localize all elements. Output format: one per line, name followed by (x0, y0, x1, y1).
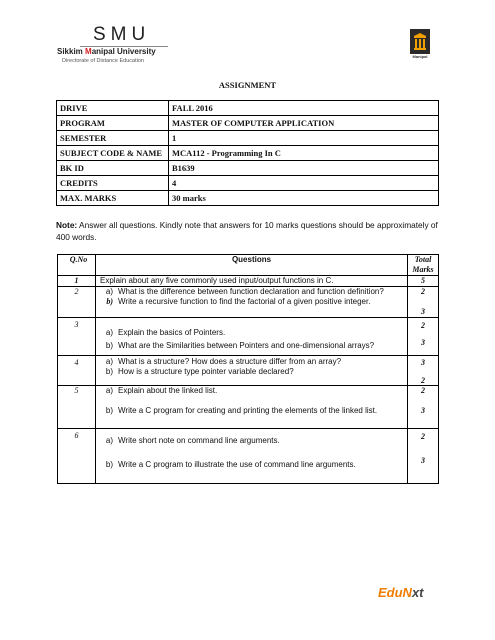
info-row (57, 176, 439, 191)
info-value: MASTER OF COMPUTER APPLICATION (169, 116, 439, 131)
header-marks: Total Marks (408, 255, 439, 276)
directorate-text: Directorate of Distance Education (62, 58, 144, 64)
question-row (58, 276, 439, 287)
info-row (57, 131, 439, 146)
info-label: SUBJECT CODE & NAME (57, 146, 169, 161)
info-label: PROGRAM (57, 116, 169, 131)
info-row (57, 161, 439, 176)
info-label: SEMESTER (57, 131, 169, 146)
header-questions: Questions (96, 255, 408, 276)
question-row (58, 429, 439, 484)
page-title: ASSIGNMENT (218, 80, 277, 90)
info-label: BK ID (57, 161, 169, 176)
question-marks: 2 3 (408, 287, 439, 318)
info-label: CREDITS (57, 176, 169, 191)
question-marks: 3 2 (408, 356, 439, 386)
question-number: 1 (58, 276, 96, 287)
edunext-logo: EduNxt (378, 585, 424, 600)
question-marks: 2 3 (408, 429, 439, 484)
info-value: FALL 2016 (169, 101, 439, 116)
question-text: a) What is the difference between function declaration and function definition? b) Write a recursive function to find the factorial of a given positive integer. (96, 287, 408, 318)
question-text: a) Explain the basics of Pointers. b) What are the Similarities between Pointers and one-dimensional arrays? (96, 318, 408, 356)
question-row (58, 318, 439, 356)
instructions-note: Note: Answer all questions. Kindly note that answers for 10 marks questions should be approximately of 400 words. (56, 220, 438, 242)
info-value: MCA112 - Programming In C (169, 146, 439, 161)
question-row (58, 356, 439, 386)
question-number: 4 (58, 356, 96, 386)
header-qno: Q.No (58, 255, 96, 276)
question-row (58, 287, 439, 318)
question-number: 2 (58, 287, 96, 318)
info-label: DRIVE (57, 101, 169, 116)
info-value: B1639 (169, 161, 439, 176)
info-value: 30 marks (169, 191, 439, 206)
question-number: 6 (58, 429, 96, 484)
table-header-row (58, 255, 439, 276)
question-row (58, 386, 439, 429)
question-number: 3 (58, 318, 96, 356)
info-row (57, 146, 439, 161)
info-label: MAX. MARKS (57, 191, 169, 206)
question-text: Explain about any five commonly used input/output functions in C. (96, 276, 408, 287)
info-row (57, 101, 439, 116)
question-marks: 2 3 (408, 318, 439, 356)
question-text: a) Write short note on command line arguments. b) Write a C program to illustrate the use of command line arguments. (96, 429, 408, 484)
question-marks: 5 (408, 276, 439, 287)
question-text: a) Explain about the linked list. b) Write a C program for creating and printing the elements of the linked list. (96, 386, 408, 429)
question-marks: 2 3 (408, 386, 439, 429)
question-text: a) What is a structure? How does a structure differ from an array? b) How is a structure type pointer variable declared? (96, 356, 408, 386)
info-value: 4 (169, 176, 439, 191)
smu-logo-text: SMU (93, 24, 151, 45)
info-row (57, 191, 439, 206)
info-row (57, 116, 439, 131)
manipal-logo-caption: Manipal (412, 54, 428, 59)
question-number: 5 (58, 386, 96, 429)
questions-table (57, 254, 439, 484)
assignment-info-table (56, 100, 439, 206)
info-value: 1 (169, 131, 439, 146)
university-name: Sikkim Manipal University (57, 47, 156, 56)
manipal-logo-icon (410, 29, 430, 54)
